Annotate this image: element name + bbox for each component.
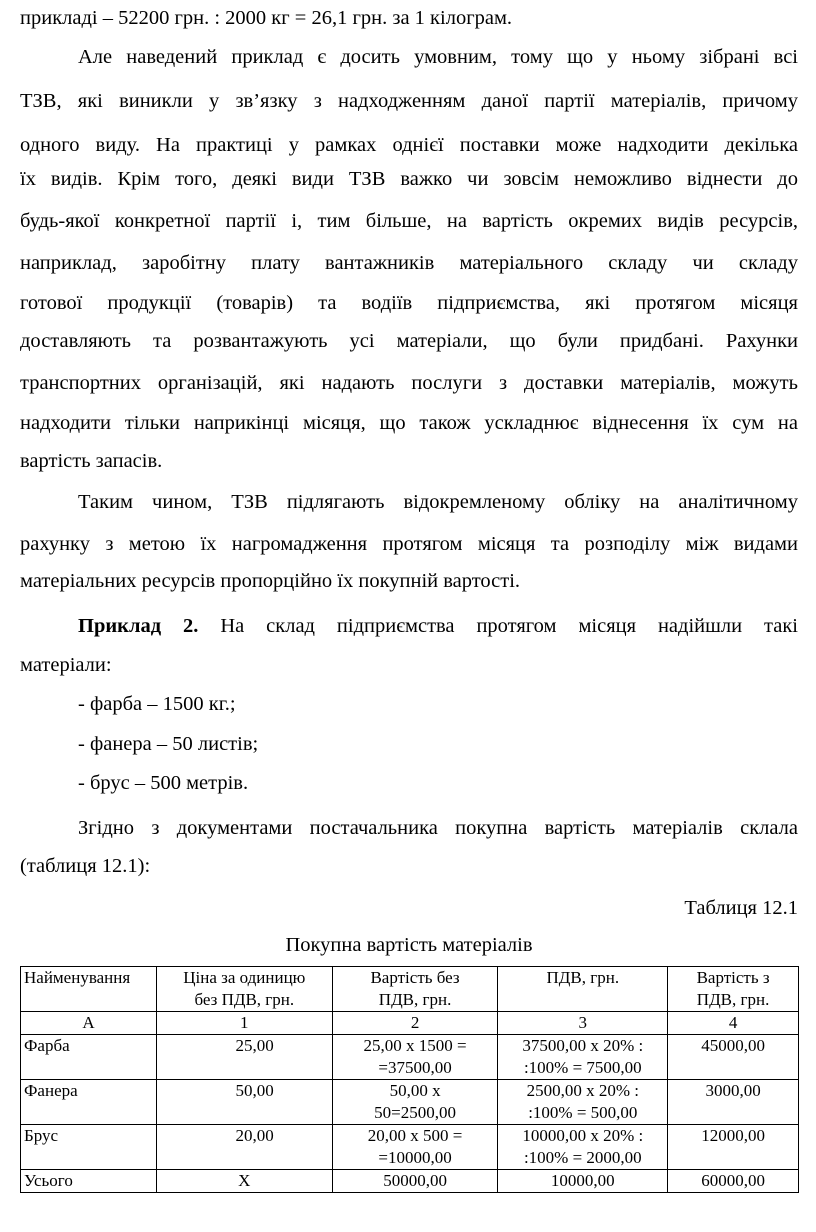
header-total-line2: ПДВ, грн.: [696, 990, 770, 1009]
example-label: Приклад 2.: [78, 615, 199, 637]
cell-vat: [498, 1125, 668, 1170]
cost-result: =37500,00: [378, 1058, 452, 1077]
cell-price: 50,00: [156, 1080, 332, 1125]
cell-total: 60000,00: [668, 1170, 799, 1193]
cost-result: 50=2500,00: [374, 1103, 456, 1122]
paragraph-line: (таблиця 12.1):: [20, 855, 151, 877]
vat-result: :100% = 7500,00: [523, 1058, 642, 1077]
vat-result: :100% = 500,00: [528, 1103, 638, 1122]
index-cell: А: [21, 1012, 157, 1035]
header-price-line1: Ціна за одиницю: [183, 968, 306, 987]
header-price-line2: без ПДВ, грн.: [194, 990, 295, 1009]
header-cost-line1: Вартість без: [370, 968, 460, 987]
cell-total: 45000,00: [668, 1035, 799, 1080]
header-cell: [498, 967, 668, 1012]
index-cell: 3: [498, 1012, 668, 1035]
example-heading-line: [20, 614, 798, 638]
header-vat: ПДВ, грн.: [546, 968, 620, 987]
cell-cost: [332, 1035, 498, 1080]
paragraph-line: Але наведений приклад є досить умовним, тому що у ньому зібрані всі: [78, 46, 798, 68]
paragraph-line: матеріальних ресурсів пропорційно їх покупній вартості.: [20, 570, 521, 592]
header-name: Найменування: [24, 968, 131, 987]
index-cell: 4: [668, 1012, 799, 1035]
cell-price: 25,00: [156, 1035, 332, 1080]
cost-result: =10000,00: [378, 1148, 452, 1167]
cell-total: 12000,00: [668, 1125, 799, 1170]
cell-price: 20,00: [156, 1125, 332, 1170]
cost-formula: 20,00 х 500 =: [367, 1126, 463, 1145]
table-row: [21, 1125, 799, 1170]
cell-cost: [332, 1125, 498, 1170]
table-row: [21, 1080, 799, 1125]
paragraph-line: наприклад, заробітну плату вантажників матеріального складу чи складу: [20, 252, 798, 274]
paragraph-line: Згідно з документами постачальника покупна вартість матеріалів склала: [78, 817, 798, 839]
cost-formula: 50,00 х: [389, 1081, 441, 1100]
paragraph-line: рахунку з метою їх нагромадження протягом місяця та розподілу між видами: [20, 533, 798, 555]
vat-formula: 37500,00 х 20% :: [522, 1036, 644, 1055]
paragraph-line: вартість запасів.: [20, 450, 163, 472]
paragraph-line: Таким чином, ТЗВ підлягають відокремленому обліку на аналітичному: [78, 491, 798, 513]
list-item: - брус – 500 метрів.: [78, 772, 249, 794]
header-total-line1: Вартість з: [696, 968, 770, 987]
header-cell: [156, 967, 332, 1012]
header-cost-line2: ПДВ, грн.: [378, 990, 452, 1009]
cell-name: Фарба: [21, 1035, 157, 1080]
cell-name: Усього: [21, 1170, 157, 1193]
table-header-row: [21, 967, 799, 1012]
cost-formula: 25,00 х 1500 =: [363, 1036, 467, 1055]
table-title: Покупна вартість матеріалів: [285, 934, 533, 956]
cell-name: Фанера: [21, 1080, 157, 1125]
example-text: На склад підприємства протягом місяця надійшли такі: [198, 615, 799, 637]
cell-vat: [498, 1035, 668, 1080]
paragraph-line: будь-якої конкретної партії і, тим більше, на вартість окремих видів ресурсів,: [20, 210, 798, 232]
paragraph-line: ТЗВ, які виникли у зв’язку з надходженням даної партії матеріалів, причому: [20, 90, 798, 112]
list-item: - фарба – 1500 кг.;: [78, 693, 236, 715]
header-cell: [21, 967, 157, 1012]
cell-total: 3000,00: [668, 1080, 799, 1125]
paragraph-line: матеріали:: [20, 654, 112, 676]
materials-cost-table: [20, 966, 799, 1193]
cell-cost: 50000,00: [332, 1170, 498, 1193]
header-cell: [332, 967, 498, 1012]
list-item: - фанера – 50 листів;: [78, 733, 259, 755]
cell-name: Брус: [21, 1125, 157, 1170]
table-label: Таблиця 12.1: [684, 897, 798, 919]
index-cell: 1: [156, 1012, 332, 1035]
paragraph-line: доставляють та розвантажують усі матеріали, що були придбані. Рахунки: [20, 330, 798, 352]
paragraph-line: готової продукції (товарів) та водіїв підприємства, які протягом місяця: [20, 292, 798, 314]
table-index-row: [21, 1012, 799, 1035]
cell-vat: [498, 1080, 668, 1125]
vat-result: :100% = 2000,00: [523, 1148, 642, 1167]
header-cell: [668, 967, 799, 1012]
index-cell: 2: [332, 1012, 498, 1035]
table-total-row: [21, 1170, 799, 1193]
paragraph-line: надходити тільки наприкінці місяця, що також ускладнює віднесення їх сум на: [20, 412, 798, 434]
paragraph-line: одного виду. На практиці у рамках однієї поставки може надходити декілька: [20, 134, 798, 156]
paragraph-line: транспортних організацій, які надають послуги з доставки матеріалів, можуть: [20, 372, 798, 394]
cell-vat: 10000,00: [498, 1170, 668, 1193]
cell-price: Х: [156, 1170, 332, 1193]
vat-formula: 10000,00 х 20% :: [522, 1126, 644, 1145]
paragraph-line: їх видів. Крім того, деякі види ТЗВ важко чи зовсім неможливо віднести до: [20, 168, 798, 190]
paragraph-line: прикладі – 52200 грн. : 2000 кг = 26,1 грн. за 1 кілограм.: [20, 7, 513, 29]
table-row: [21, 1035, 799, 1080]
cell-cost: [332, 1080, 498, 1125]
vat-formula: 2500,00 х 20% :: [526, 1081, 639, 1100]
